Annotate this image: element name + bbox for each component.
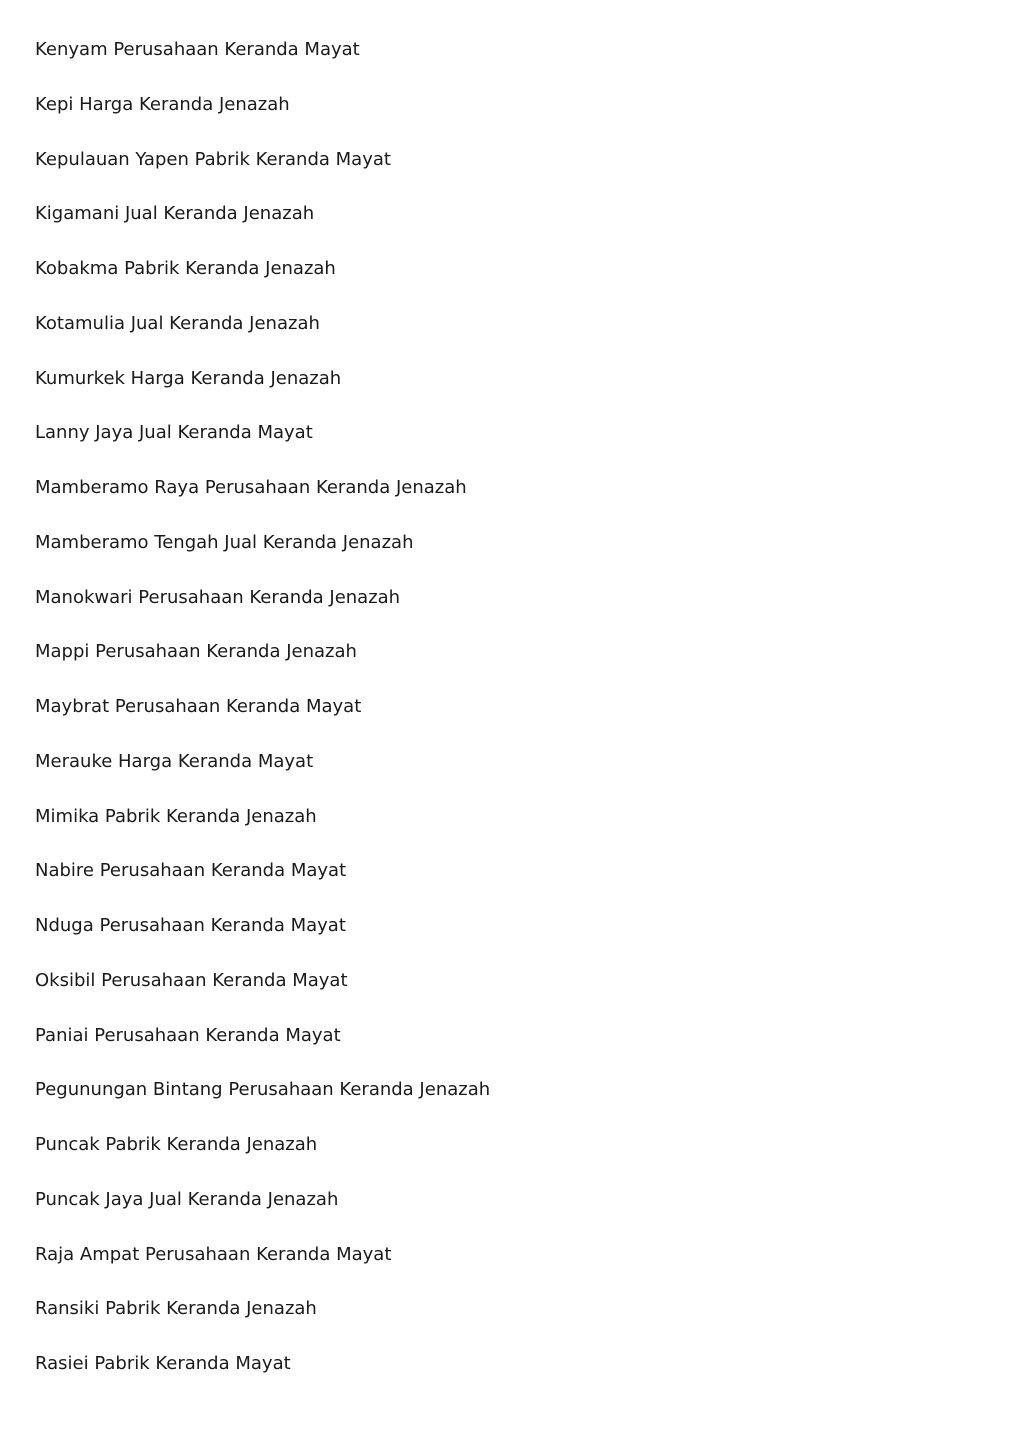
list-item: Raja Ampat Perusahaan Keranda Mayat [35,1243,392,1265]
list-item: Oksibil Perusahaan Keranda Mayat [35,969,348,991]
list-item: Kobakma Pabrik Keranda Jenazah [35,258,336,279]
list-item: Kepulauan Yapen Pabrik Keranda Mayat [35,148,391,170]
list-item: Mimika Pabrik Keranda Jenazah [35,805,317,827]
list-item: Kigamani Jual Keranda Jenazah [35,203,315,225]
list-item: Kotamulia Jual Keranda Jenazah [35,312,320,334]
list-item: Puncak Pabrik Keranda Jenazah [35,1134,318,1155]
list-item: Ransiki Pabrik Keranda Jenazah [35,1298,317,1320]
item-list [35,36,490,1405]
list-item: Kepi Harga Keranda Jenazah [35,93,290,115]
list-item: Paniai Perusahaan Keranda Mayat [35,1024,341,1046]
list-item: Merauke Harga Keranda Mayat [35,750,314,772]
list-item: Mamberamo Raya Perusahaan Keranda Jenazah [35,477,467,498]
list-item: Nduga Perusahaan Keranda Mayat [35,915,346,936]
list-item: Lanny Jaya Jual Keranda Mayat [35,422,313,444]
list-item: Mappi Perusahaan Keranda Jenazah [35,641,357,663]
list-item: Kenyam Perusahaan Keranda Mayat [35,39,360,60]
list-item: Maybrat Perusahaan Keranda Mayat [35,696,362,717]
list-item: Mamberamo Tengah Jual Keranda Jenazah [35,531,414,553]
list-item: Manokwari Perusahaan Keranda Jenazah [35,586,401,608]
list-item: Kumurkek Harga Keranda Jenazah [35,367,342,389]
list-item: Pegunungan Bintang Perusahaan Keranda Jenazah [35,1079,491,1101]
list-item: Nabire Perusahaan Keranda Mayat [35,860,347,882]
list-item: Rasiei Pabrik Keranda Mayat [35,1353,291,1374]
list-item: Puncak Jaya Jual Keranda Jenazah [35,1188,339,1210]
